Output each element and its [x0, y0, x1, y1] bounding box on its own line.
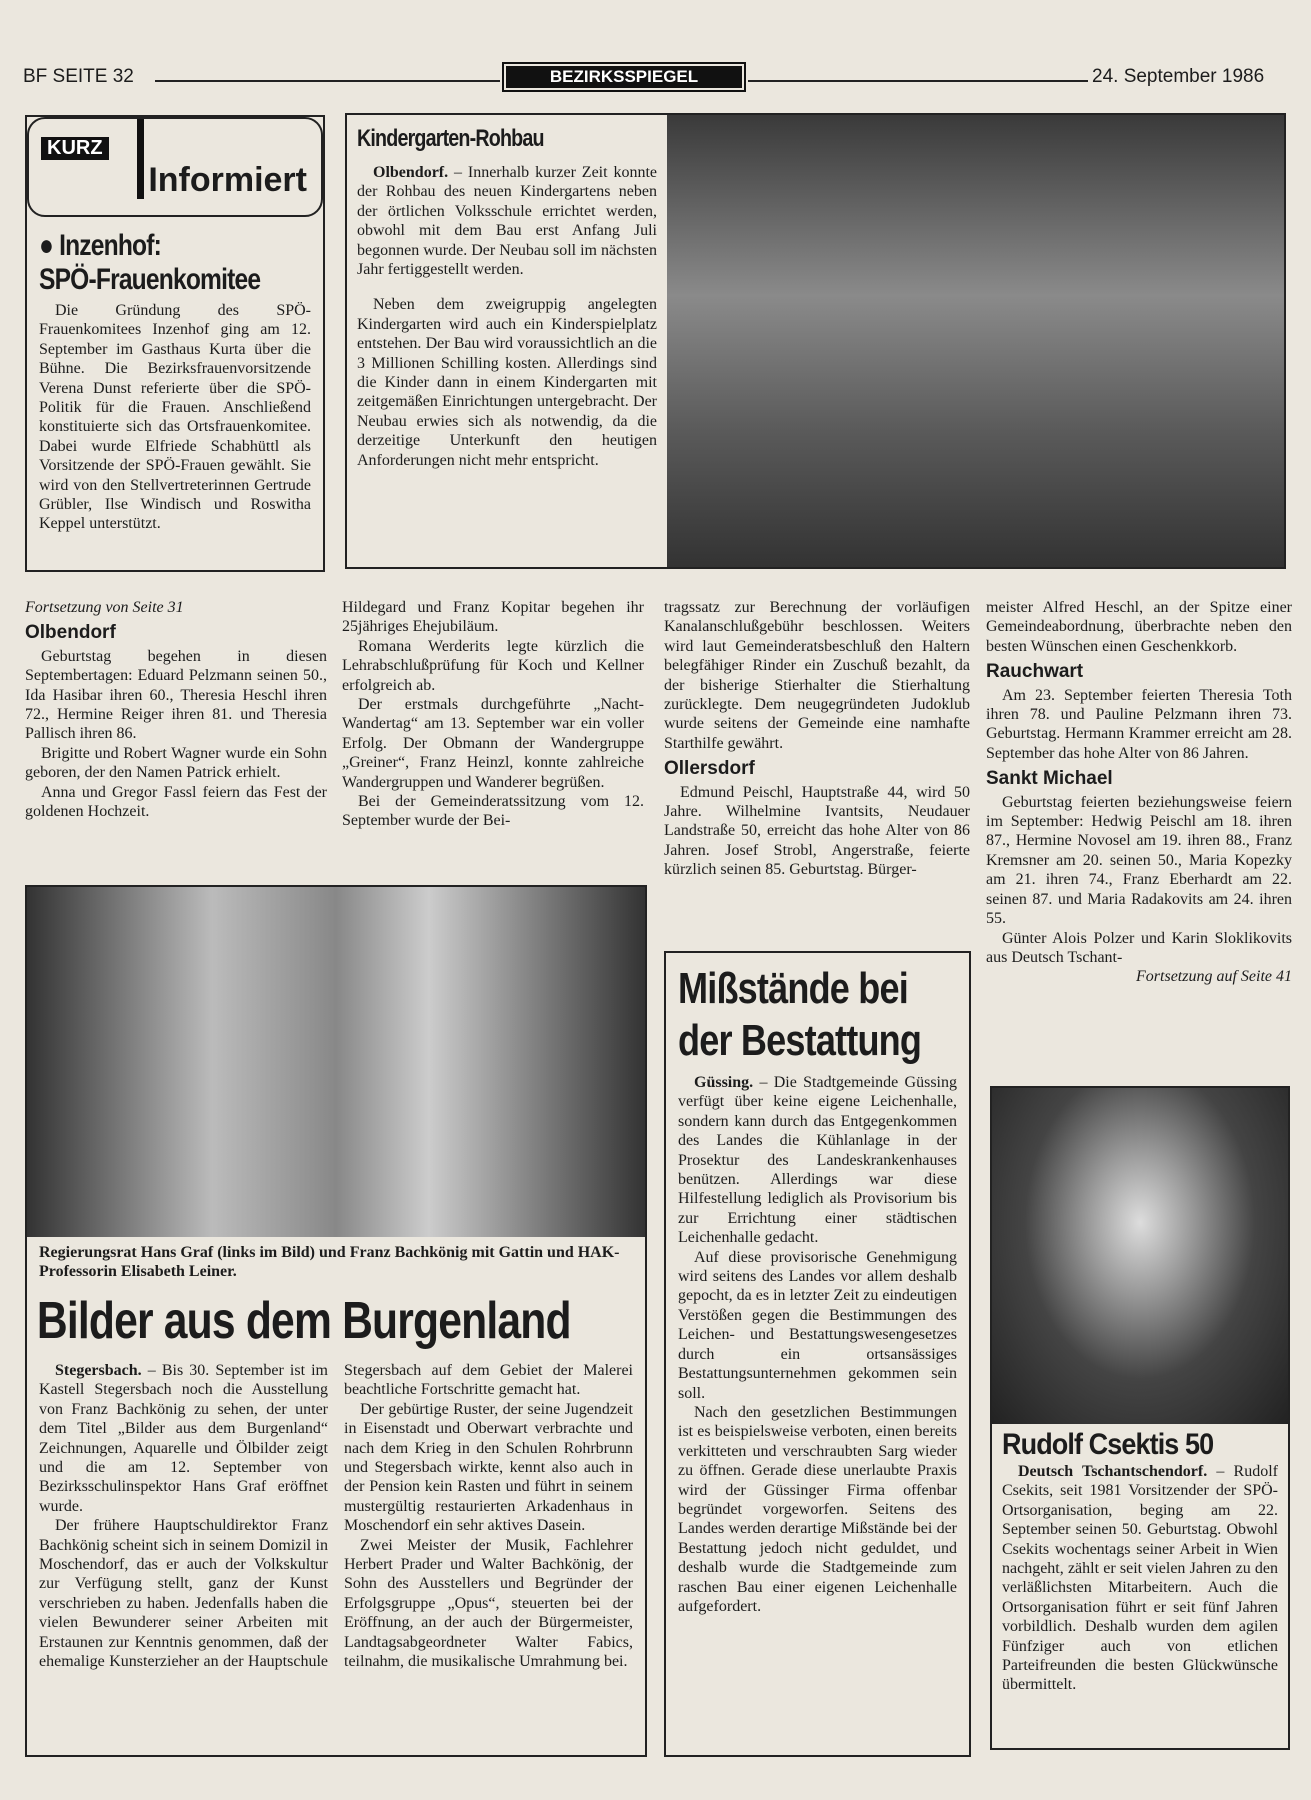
article-body: Die Gründung des SPÖ-Frauenkomitees Inzenhof ging am 12. September im Gasthaus Kurta über die Bühne. Die Bezirksfrauenvorsitzende Verena Dunst referierte über die SPÖ-Politik für die Frauen. Anschließend konstituierte sich das Ortsfrauenkomitee. Dabei wurde Elfriede Schabhüttl als Vorsitzende der SPÖ-Frauen gewählt. Sie wird von den Stellvertreterinnen Gertrude Grübler, Ilse Windisch und Roswitha Keppel unterstützt. [39, 302, 311, 533]
header-rule [155, 80, 500, 82]
dateline: Stegersbach. [55, 1362, 142, 1379]
paragraph: Neben dem zweigruppig angelegten Kindergarten wird auch ein Kinderspielplatz entstehen. Der Bau wird voraussichtlich an die 3 Millionen Schilling kosten. Allerdings sind die Kinder dann in einem Kindergarten mit zeitgemäßen Einrichtungen untergebracht. Der Neubau erwies sich als notwendig, da die derzeitige Unterkunft den heutigen Anforderungen nicht mehr entspricht. [357, 296, 657, 469]
section-heading: Ollersdorf [664, 758, 755, 780]
dateline: Olbendorf. [373, 164, 449, 181]
section-heading: Sankt Michael [986, 768, 1113, 790]
article-title: der Bestattung [678, 1016, 922, 1065]
csektis-article [990, 1086, 1290, 1750]
paragraph: meister Alfred Heschl, an der Spitze einer Gemeindeabordnung, überbrachte neben den besten Wünschen einen Geschenkkorb. [986, 599, 1292, 655]
paragraph: Am 23. September feierten Theresia Toth ihren 78. und Pauline Pelzmann ihren 73. Geburtstag. Hermann Krammer erreicht am 28. September das hohe Alter von 86 Jahren. [986, 686, 1292, 762]
logo-bar [137, 119, 144, 199]
paragraph: Romana Werderits legte kürzlich die Lehrabschlußprüfung für Koch und Kellner erfolgreich ab. [342, 637, 644, 694]
paragraph: Der frühere Hauptschuldirektor Franz Bachkönig scheint sich in seinem Domizil in Moschendorf, das er auch der Volkskultur zur Verfügung stellt, ganz der Kunst verschrieben zu haben. Jedenfalls haben die vielen Bewunderer seiner Arbeiten mit Erstaunen zur Kenntnis genommen, daß der ehemalige Kunsterzieher an der Hauptschule Stegersbach auf dem Gebiet der Malerei beachtliche Fortschritte gemacht hat. [39, 1362, 633, 1671]
column-1 [25, 598, 327, 821]
paragraph: tragssatz zur Berechnung der vorläufigen Kanalanschlußgebühr beschlossen. Weiters wird laut Gemeinderatsbeschluß den Haltern belegfähiger Rinder ein Zuschuß bezahlt, da der bisherige Stierhalter die Stierhaltung zurücklegte. Dem neugegründeten Judoklub wurde seitens der Gemeinde eine namhafte Starthilfe gewährt. [664, 599, 970, 752]
paragraph: – Rudolf Csekits, seit 1981 Vorsitzender der SPÖ-Ortsorganisation, beging am 22. September seinen 50. Geburtstag. Obwohl Csekits wochentags seiner Arbeit in Wien nachgeht, zählt er seit vielen Jahren zu den verläßlichsten Mitarbeitern. Auch die Ortsorganisation führt er seit fünf Jahren vorbildlich. Deshalb wurden dem agilen Fünfziger auch von etlichen Parteifreunden die besten Glückwünsche übermittelt. [1002, 1463, 1278, 1694]
section-heading: Rauchwart [986, 661, 1084, 683]
paragraph: – Die Stadtgemeinde Güssing verfügt über keine eigene Leichenhalle, sondern kann durch das Entgegenkommen des Landes die Kühlanlage in der Prosektur des Landeskrankenhauses benützen. Allerdings war diese Hilfestellung lediglich als Provisorium bis zur Errichtung einer städtischen Leichenhalle gedacht. [678, 1074, 957, 1247]
kurz-informiert-box [25, 115, 325, 572]
missstaende-article [664, 951, 971, 1757]
paragraph: Der gebürtige Ruster, der seine Jugendzeit in Eisenstadt und Oberwart verbrachte und nach dem Krieg in den Schulen Rohrbrunn und Stegersbach wirkte, kennt also auch in der Pension kein Rasten und führt in seinem mustergültig restaurierten Arkadenhaus in Moschendorf ein sehr aktives Dasein. [344, 1400, 633, 1535]
paragraph: Auf diese provisorische Genehmigung wird seitens des Landes vor allem deshalb gepocht, da es in letzter Zeit zu eindeutigen Verstößen gegen die Bestimmungen des Leichen- und Bestattungswesengesetzes durch ein ortsansässiges Bestattungsunternehmen gekommen sein soll. [678, 1248, 957, 1402]
section-label [502, 62, 746, 92]
photo-caption: Regierungsrat Hans Graf (links im Bild) und Franz Bachkönig mit Gattin und HAK-Professorin Elisabeth Leiner. [39, 1244, 620, 1280]
article-title: Mißstände bei [678, 964, 908, 1013]
logo-informiert: Informiert [148, 161, 307, 199]
paragraph: Günter Alois Polzer und Karin Sloklikovits aus Deutsch Tschant- [986, 929, 1292, 966]
headline: Inzenhof: [59, 229, 162, 262]
issue-date: 24. September 1986 [1092, 66, 1265, 87]
paragraph: Zwei Meister der Musik, Fachlehrer Herbert Prader und Walter Bachkönig, der Sohn des Ausstellers und Begründer der Erfolgsgruppe „Opus“, steuerten bei der Eröffnung, an der auch der Bürgermeister, Landtagsabgeordneter Walter Fabics, teilnahm, die musikalische Umrahmung bei. [344, 1536, 633, 1671]
portrait-photo [992, 1088, 1288, 1424]
dateline: Güssing. [694, 1074, 754, 1091]
article-title: Kindergarten-Rohbau [357, 125, 544, 152]
paragraph: Der erstmals durchgeführte „Nacht-Wandertag“ am 13. September war ein voller Erfolg. Der Obmann der Wandergruppe „Greiner“, Franz Heinzl, konnte zahlreiche Wandergruppen und Wanderer begrüßen. [342, 696, 644, 791]
bilder-article [25, 885, 647, 1757]
paragraph: Edmund Peischl, Hauptstraße 44, wird 50 Jahre. Wilhelmine Ivantsits, Neudauer Landstraße 50, erreicht das hohe Alter von 86 Jahren. Josef Strobl, Angerstraße, feierte kürzlich seinen 85. Geburtstag. Bürger- [664, 783, 970, 879]
bullet-icon: ● [39, 229, 54, 262]
column-3 [664, 598, 970, 880]
kurz-logo [27, 117, 323, 217]
paragraph: Hildegard und Franz Kopitar begehen ihr 25jähriges Ehejubiläum. [342, 599, 644, 636]
paragraph: Brigitte und Robert Wagner wurde ein Sohn geboren, der den Namen Patrick erhielt. [25, 744, 327, 782]
page-number: BF SEITE 32 [23, 66, 134, 87]
paragraph: Geburtstag feierten beziehungsweise feiern im September: Hedwig Peischl am 18. ihren 87., Hermine Novosel am 19. ihren 88., Franz Kremsner am 20. seinen 50., Maria Kopezky am 21. ihren 74., Franz Eberhardt am 22. seinen 87. und Maria Radakovits am 24. ihren 55. [986, 793, 1292, 928]
continued-on: Fortsetzung auf Seite 41 [1136, 968, 1292, 986]
paragraph: – Bis 30. September ist im Kastell Stegersbach noch die Ausstellung von Franz Bachkönig zu sehen, der unter dem Titel „Bilder aus dem Burgenland“ Zeichnungen, Aquarelle und Ölbilder zeigt und die am 12. September von Bezirksschulinspektor Hans Graf eröffnet wurde. [39, 1362, 328, 1515]
column-2 [342, 598, 644, 831]
headline: SPÖ-Frauenkomitee [39, 263, 261, 296]
kindergarten-building-photo [667, 115, 1284, 567]
paragraph: Bei der Gemeinderatssitzung vom 12. September wurde der Bei- [342, 793, 644, 830]
kindergarten-article [345, 113, 1286, 569]
exhibition-photo [27, 887, 645, 1237]
logo-kurz: KURZ [41, 137, 109, 160]
section-heading: Olbendorf [25, 622, 116, 644]
section-title: BEZIRKSSPIEGEL [506, 66, 742, 88]
article-title: Bilder aus dem Burgenland [36, 1292, 571, 1350]
continued-from: Fortsetzung von Seite 31 [25, 599, 184, 616]
paragraph: Anna und Gregor Fassl feiern das Fest der goldenen Hochzeit. [25, 783, 327, 821]
header-rule [748, 80, 1088, 82]
paragraph: – Innerhalb kurzer Zeit konnte der Rohbau des neuen Kindergartens neben der örtlichen Volksschule errichtet werden, obwohl mit dem Bau erst Anfang Juli begonnen wurde. Der Neubau soll im nächsten Jahr fertiggestellt werden. [357, 164, 657, 279]
dateline: Deutsch Tschantschendorf. [1018, 1463, 1208, 1480]
column-4 [986, 598, 1292, 987]
paragraph: Nach den gesetzlichen Bestimmungen ist es beispielsweise verboten, einen bereits verkitteten und verschraubten Sarg wieder zu öffnen. Gerade diese unerlaubte Praxis wird der Güssinger Firma offenbar begründet vorgeworfen. Seitens des Landes werden derartige Mißstände bei der Bestattung jedoch nicht geduldet, und deshalb wurde die Stadtgemeinde zum raschen Bau einer eigenen Leichenhalle aufgefordert. [678, 1403, 957, 1615]
article-title: Rudolf Csektis 50 [1002, 1428, 1214, 1461]
paragraph: Geburtstag begehen in diesen Septembertagen: Eduard Pelzmann seinen 50., Ida Hasibar ihren 60., Theresia Heschl ihren 72., Hermine Reiger ihren 81. und Theresia Pallisch ihren 86. [25, 647, 327, 743]
